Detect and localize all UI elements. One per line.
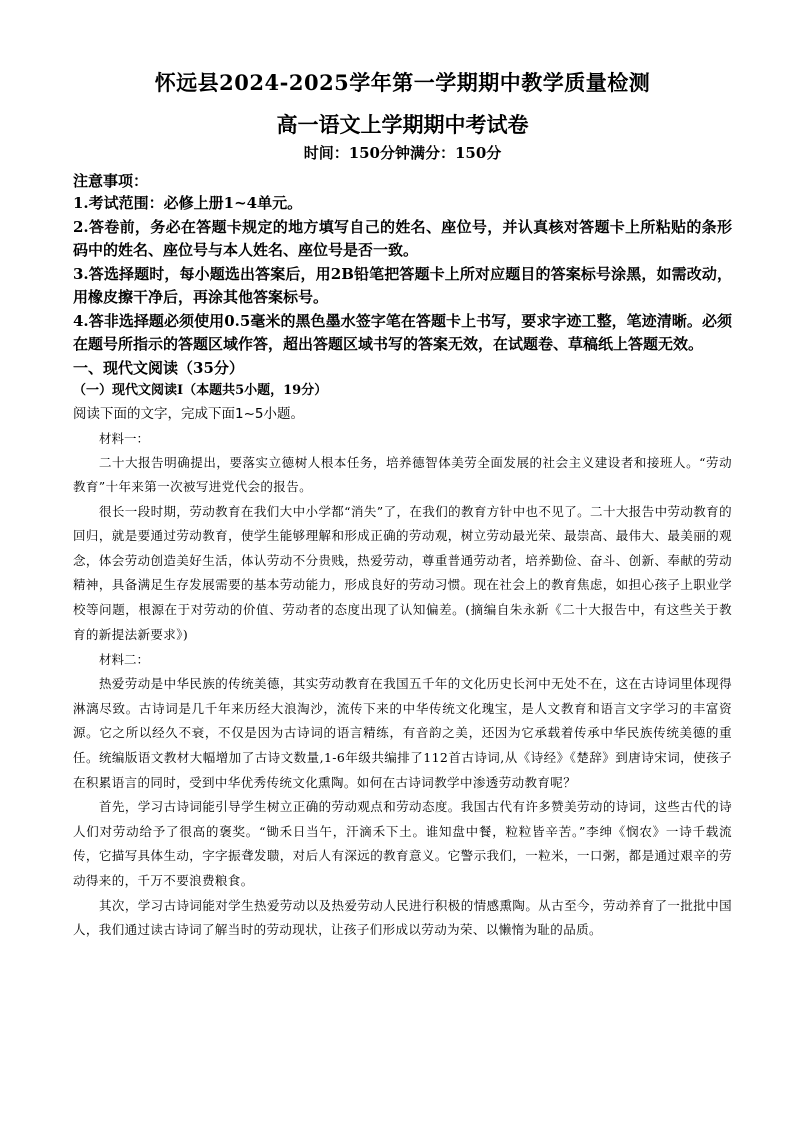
material-1-paragraph: 二十大报告明确提出，要落实立德树人根本任务，培养德智体美劳全面发展的社会主义建设者和接班人。“劳动教育”十年来第一次被写进党代会的报告。 [73,454,732,495]
material-2-paragraph: 首先，学习古诗词能引导学生树立正确的劳动观点和劳动态度。我国古代有许多赞美劳动的诗词，这些古代的诗人们对劳动给予了很高的褒奖。“锄禾日当午，汗滴禾下土。谁知盘中餐，粒粒皆辛苦。”李绅《悯农》一诗千载流传，它描写具体生动，字字振聋发聩，对后人有深远的教育意义。它警示我们，一粒米，一口粥，都是通过艰辛的劳动得来的，千万不要浪费粮食。 [73,799,732,888]
exam-title: 怀远县2024-2025学年第一学期期中教学质量检测 [154,70,651,95]
material-2-paragraph: 热爱劳动是中华民族的传统美德，其实劳动教育在我国五千年的文化历史长河中无处不在，这在古诗词里体现得淋漓尽致。古诗词是几千年来历经大浪淘沙，流传下来的中华传统文化瑰宝，是人文教育和语言文字学习的丰富资源。它之所以经久不衰，不仅是因为古诗词的语言精练，有音韵之美，还因为它承载着传承中华民族传统美德的重任。统编版语文教材大幅增加了古诗文数量,1-6年级共编排了112首古诗词,从《诗经》《楚辞》到唐诗宋词，使孩子在积累语言的同时，受到中华优秀传统文化熏陶。如何在古诗词教学中渗透劳动教育呢？ [73,676,732,790]
notice-item-4: 4.答非选择题必须使用0.5毫米的黑色墨水签字笔在答题卡上书写，要求字迹工整，笔迹清晰。必须在题号所指示的答题区域作答，超出答题区域书写的答案无效，在试题卷、草稿纸上答题无效。 [73,311,732,353]
notice-item-1: 1.考试范围：必修上册1~4单元。 [73,194,303,212]
notice-item-3: 3.答选择题时，每小题选出答案后，用2B铅笔把答题卡上所对应题目的答案标号涂黑，如需改动，用橡皮擦干净后，再涂其他答案标号。 [73,264,732,306]
notice-heading: 注意事项： [73,172,149,190]
notice-item-2: 2.答卷前，务必在答题卡规定的地方填写自己的姓名、座位号，并认真核对答题卡上所粘贴的条形码中的姓名、座位号与本人姓名、座位号是否一致。 [73,217,732,259]
subsection-heading: （一）现代文阅读Ⅰ（本题共5小题，19分） [73,382,328,398]
material-2-paragraph: 其次，学习古诗词能对学生热爱劳动以及热爱劳动人民进行积极的情感熏陶。从古至今，劳动养育了一批批中国人，我们通过读古诗词了解当时的劳动现状，让孩子们形成以劳动为荣、以懒惰为耻的品质。 [73,897,732,938]
section-heading: 一、现代文阅读（35分） [73,358,244,377]
reading-instruction: 阅读下面的文字，完成下面1~5小题。 [73,405,304,422]
exam-subtitle: 高一语文上学期期中考试卷 [276,112,529,137]
material-2-label: 材料二： [99,652,150,668]
material-1-label: 材料一： [99,430,150,446]
material-1-paragraph: 很长一段时期，劳动教育在我们大中小学都“消失”了，在我们的教育方针中也不见了。二十大报告中劳动教育的回归，就是要通过劳动教育，使学生能够理解和形成正确的劳动观，树立劳动最光荣、最崇高、最伟大、最美丽的观念，体会劳动创造美好生活，体认劳动不分贵贱，热爱劳动，尊重普通劳动者，培养勤俭、奋斗、创新、奉献的劳动精神，具备满足生存发展需要的基本劳动能力，形成良好的劳动习惯。现在社会上的教育焦虑，如担心孩子上职业学校等问题，根源在于对劳动的价值、劳动者的态度出现了认知偏差。(摘编自朱永新《二十大报告中，有这些关于教育的新提法新要求》) [73,503,732,642]
exam-time-info: 时间：150分钟满分：150分 [303,144,502,162]
